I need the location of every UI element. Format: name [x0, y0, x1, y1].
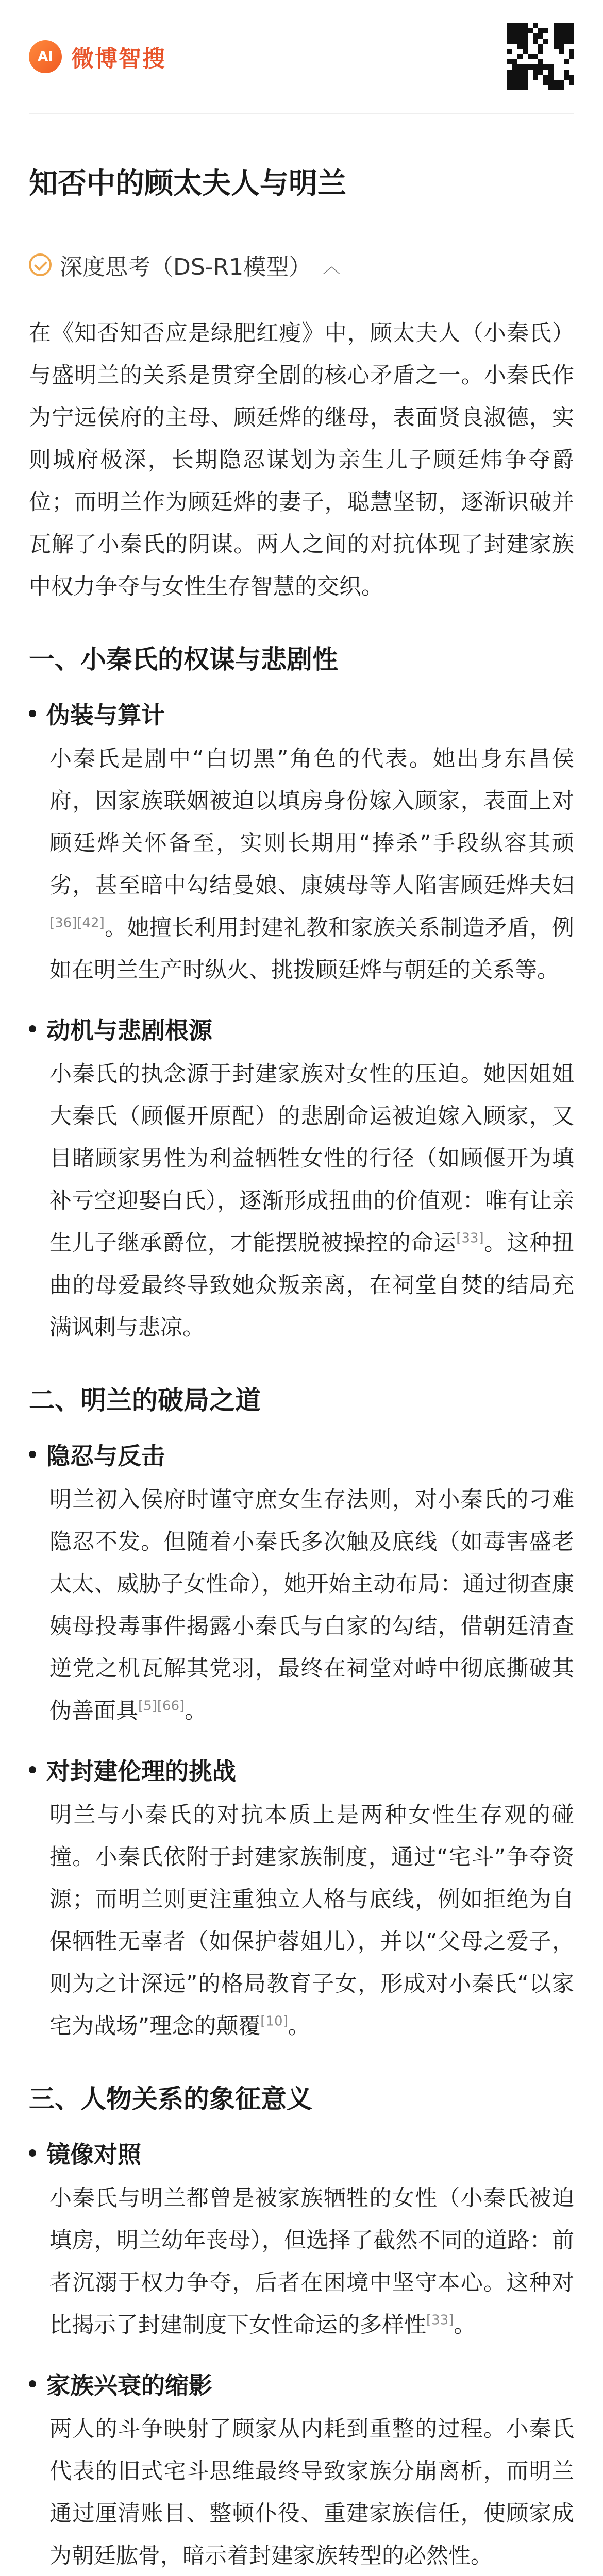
qr-cell	[554, 64, 559, 70]
qr-cell	[517, 44, 523, 49]
qr-cell	[548, 85, 554, 90]
subsection-title-text: 家族兴衰的缩影	[46, 2371, 212, 2399]
qr-cell	[528, 80, 533, 85]
bullet-dot-icon	[29, 1766, 36, 1773]
qr-cell	[543, 85, 548, 90]
qr-cell	[569, 64, 574, 70]
qr-cell	[548, 49, 554, 54]
bullet-dot-icon	[29, 710, 36, 717]
qr-cell	[507, 70, 512, 75]
subsection-title-text: 伪装与算计	[46, 701, 165, 729]
chevron-up-icon: ︿	[323, 256, 341, 277]
qr-cell	[533, 33, 538, 39]
bullet-dot-icon	[29, 2380, 36, 2387]
qr-cell	[543, 49, 548, 54]
paragraph-text: 明兰初入侯府时谨守庶女生存法则，对小秦氏的刁难隐忍不发。但随着小秦氏多次触及底线（如毒害盛老太太、威胁子女性命），她开始主动布局：通过彻查康姨母投毒事件揭露小秦氏与白家的勾结，借朝廷清查逆党之机瓦解其党羽，最终在祠堂对峙中彻底撕破其伪善面具	[49, 1487, 574, 1724]
qr-cell	[512, 39, 517, 44]
qr-cell	[538, 85, 543, 90]
paragraph-text-tail: 。这种扭曲的母爱最终导致她众叛亲离，在祠堂自焚的结局充满讽刺与悲凉。	[49, 1230, 575, 1341]
qr-cell	[569, 75, 574, 80]
qr-cell	[564, 70, 569, 75]
subsection-title-text: 动机与悲剧根源	[46, 1016, 212, 1044]
qr-cell	[507, 28, 512, 33]
citation-link[interactable]: [33]	[456, 1230, 484, 1246]
qr-cell	[569, 70, 574, 75]
paragraph-text: 两人的斗争映射了顾家从内耗到重整的过程。小秦氏代表的旧式宅斗思维最终导致家族分崩离析，而明兰通过厘清账目、整顿仆役、重建家族信任，使顾家成为朝廷肱骨，暗示着封建家族转型的必然性。	[49, 2416, 574, 2569]
qr-cell	[554, 44, 559, 49]
qr-cell	[543, 54, 548, 59]
qr-cell	[548, 23, 554, 28]
section-title: 一、小秦氏的权谋与悲剧性	[29, 645, 338, 674]
qr-cell	[523, 59, 528, 64]
qr-cell	[533, 49, 538, 54]
qr-cell	[559, 33, 564, 39]
subsection-title	[29, 1753, 574, 1787]
qr-cell	[523, 70, 528, 75]
qr-cell	[548, 39, 554, 44]
qr-cell	[564, 49, 569, 54]
qr-cell	[528, 85, 533, 90]
qr-cell	[548, 70, 554, 75]
deep-think-label: 深度思考（DS-R1模型）	[60, 254, 312, 280]
qr-cell	[569, 44, 574, 49]
qr-cell	[533, 85, 538, 90]
qr-cell	[528, 70, 533, 75]
qr-cell	[543, 33, 548, 39]
qr-cell	[507, 59, 512, 64]
qr-cell	[569, 49, 574, 54]
qr-cell	[538, 70, 543, 75]
qr-cell	[543, 44, 548, 49]
qr-cell	[523, 44, 528, 49]
qr-cell	[512, 85, 517, 90]
qr-cell	[564, 28, 569, 33]
qr-cell	[564, 39, 569, 44]
intro-paragraph: 在《知否知否应是绿肥红瘦》中，顾太夫人（小秦氏）与盛明兰的关系是贯穿全剧的核心矛盾之一。小秦氏作为宁远侯府的主母、顾廷烨的继母，表面贤良淑德，实则城府极深，长期隐忍谋划为亲生儿子顾廷炜争夺爵位；而明兰作为顾廷烨的妻子，聪慧坚韧，逐渐识破并瓦解了小秦氏的阴谋。两人之间的对抗体现了封建家族中权力争夺与女性生存智慧的交织。	[29, 320, 574, 600]
qr-cell	[533, 28, 538, 33]
qr-cell	[523, 85, 528, 90]
qr-cell	[528, 44, 533, 49]
qr-cell	[538, 75, 543, 80]
qr-cell	[569, 39, 574, 44]
qr-cell	[512, 70, 517, 75]
qr-cell	[554, 33, 559, 39]
qr-cell	[512, 75, 517, 80]
qr-cell	[559, 39, 564, 44]
qr-cell	[507, 80, 512, 85]
qr-cell	[512, 44, 517, 49]
qr-cell	[533, 54, 538, 59]
bullet-dot-icon	[29, 1451, 36, 1458]
qr-cell	[569, 85, 574, 90]
qr-cell	[538, 80, 543, 85]
qr-cell	[569, 28, 574, 33]
qr-cell	[548, 80, 554, 85]
qr-cell	[507, 49, 512, 54]
paragraph-text: 小秦氏与明兰都曾是被家族牺牲的女性（小秦氏被迫填房，明兰幼年丧母），但选择了截然不同的道路：前者沉溺于权力争夺，后者在困境中坚守本心。这种对比揭示了封建制度下女性命运的多样性	[49, 2185, 574, 2338]
subsection-title	[29, 697, 574, 731]
qr-cell	[548, 54, 554, 59]
qr-cell	[569, 54, 574, 59]
qr-cell	[523, 75, 528, 80]
qr-cell	[533, 75, 538, 80]
qr-cell	[528, 64, 533, 70]
qr-cell	[523, 33, 528, 39]
qr-cell	[554, 28, 559, 33]
qr-cell	[523, 23, 528, 28]
qr-cell	[533, 44, 538, 49]
qr-cell	[554, 75, 559, 80]
qr-cell	[523, 64, 528, 70]
subsection-title-text: 对封建伦理的挑战	[46, 1757, 236, 1785]
qr-cell	[528, 49, 533, 54]
brand-name: 微博智搜	[71, 46, 166, 72]
qr-cell	[517, 80, 523, 85]
qr-cell	[548, 64, 554, 70]
citation-link[interactable]: [10]	[260, 2013, 288, 2029]
section-title: 二、明兰的破局之道	[29, 1385, 261, 1415]
qr-cell	[533, 64, 538, 70]
subsection-title	[29, 1437, 574, 1471]
qr-cell	[564, 85, 569, 90]
qr-cell	[538, 33, 543, 39]
qr-cell	[528, 54, 533, 59]
qr-cell	[538, 28, 543, 33]
qr-cell	[559, 70, 564, 75]
qr-cell	[543, 39, 548, 44]
qr-cell	[559, 80, 564, 85]
qr-cell	[538, 54, 543, 59]
qr-cell	[533, 80, 538, 85]
qr-cell	[559, 85, 564, 90]
qr-cell	[517, 28, 523, 33]
qr-cell	[528, 33, 533, 39]
qr-cell	[538, 49, 543, 54]
qr-cell	[564, 54, 569, 59]
qr-cell	[569, 23, 574, 28]
subsection-paragraph	[29, 738, 574, 991]
qr-cell	[512, 49, 517, 54]
qr-cell	[564, 44, 569, 49]
qr-cell	[559, 23, 564, 28]
qr-cell	[517, 75, 523, 80]
qr-cell	[548, 75, 554, 80]
qr-cell	[517, 39, 523, 44]
qr-cell	[512, 64, 517, 70]
qr-cell	[528, 28, 533, 33]
paragraph-text-tail: 。她擅长利用封建礼教和家族关系制造矛盾，例如在明兰生产时纵火、挑拨顾廷烨与朝廷的关系等。	[49, 915, 574, 983]
citation-link[interactable]: [33]	[426, 2312, 454, 2328]
qr-cell	[507, 33, 512, 39]
subsection-title	[29, 1012, 574, 1046]
qr-cell	[564, 33, 569, 39]
qr-cell	[517, 33, 523, 39]
subsection-paragraph	[29, 2408, 574, 2576]
qr-cell	[538, 39, 543, 44]
qr-cell	[554, 85, 559, 90]
qr-cell	[543, 75, 548, 80]
qr-cell	[554, 54, 559, 59]
qr-cell	[548, 59, 554, 64]
qr-cell	[507, 75, 512, 80]
qr-cell	[517, 23, 523, 28]
deep-think-toggle[interactable]	[29, 248, 574, 281]
qr-cell	[507, 44, 512, 49]
qr-code-icon	[507, 23, 574, 90]
ai-logo-icon: AI	[29, 40, 62, 73]
qr-cell	[512, 23, 517, 28]
subsection-title-text: 镜像对照	[46, 2141, 141, 2168]
qr-cell	[554, 59, 559, 64]
paragraph-text-tail: 。	[454, 2312, 476, 2338]
citation-link[interactable]: [36][42]	[49, 915, 105, 931]
qr-cell	[528, 39, 533, 44]
qr-cell	[512, 28, 517, 33]
qr-cell	[528, 75, 533, 80]
qr-cell	[507, 64, 512, 70]
paragraph-text-tail: 。	[185, 1698, 207, 1724]
qr-cell	[517, 59, 523, 64]
qr-cell	[523, 28, 528, 33]
qr-cell	[559, 75, 564, 80]
qr-cell	[554, 23, 559, 28]
subsection-title	[29, 2367, 574, 2401]
qr-cell	[554, 39, 559, 44]
header	[29, 0, 574, 113]
qr-cell	[533, 23, 538, 28]
qr-cell	[554, 49, 559, 54]
qr-cell	[559, 28, 564, 33]
section-title: 三、人物关系的象征意义	[29, 2084, 312, 2114]
qr-cell	[543, 80, 548, 85]
subsection-paragraph	[29, 1794, 574, 2047]
qr-cell	[523, 54, 528, 59]
brand[interactable]	[29, 40, 166, 73]
qr-cell	[559, 54, 564, 59]
qr-cell	[559, 59, 564, 64]
qr-cell	[512, 54, 517, 59]
qr-cell	[533, 70, 538, 75]
qr-cell	[507, 23, 512, 28]
qr-cell	[543, 64, 548, 70]
qr-cell	[523, 49, 528, 54]
qr-cell	[564, 75, 569, 80]
subsection-title-text: 隐忍与反击	[46, 1442, 165, 1470]
qr-cell	[569, 59, 574, 64]
qr-cell	[517, 64, 523, 70]
bullet-dot-icon	[29, 1025, 36, 1032]
bullet-dot-icon	[29, 2149, 36, 2157]
qr-cell	[507, 85, 512, 90]
qr-cell	[569, 80, 574, 85]
qr-cell	[517, 54, 523, 59]
qr-cell	[543, 28, 548, 33]
citation-link[interactable]: [5][66]	[138, 1698, 185, 1714]
qr-cell	[543, 23, 548, 28]
qr-cell	[559, 64, 564, 70]
qr-cell	[559, 49, 564, 54]
qr-cell	[528, 23, 533, 28]
subsection-title	[29, 2136, 574, 2170]
qr-cell	[533, 39, 538, 44]
qr-cell	[523, 39, 528, 44]
subsection-paragraph	[29, 1053, 574, 1349]
qr-cell	[548, 44, 554, 49]
qr-cell	[554, 70, 559, 75]
qr-cell	[559, 44, 564, 49]
qr-cell	[543, 59, 548, 64]
qr-cell	[554, 80, 559, 85]
paragraph-text: 小秦氏是剧中“白切黑”角色的代表。她出身东昌侯府，因家族联姻被迫以填房身份嫁入顾家，表面上对顾廷烨关怀备至，实则长期用“捧杀”手段纵容其顽劣，甚至暗中勾结曼娘、康姨母等人陷害顾廷烨夫妇	[49, 746, 574, 899]
qr-cell	[517, 49, 523, 54]
qr-cell	[564, 80, 569, 85]
answer-sections	[29, 639, 574, 2576]
subsection-paragraph	[29, 2177, 574, 2346]
qr-cell	[533, 59, 538, 64]
qr-cell	[543, 70, 548, 75]
page-title: 知否中的顾太夫人与明兰	[29, 167, 346, 200]
qr-cell	[512, 33, 517, 39]
qr-cell	[528, 59, 533, 64]
paragraph-text: 小秦氏的执念源于封建家族对女性的压迫。她因姐姐大秦氏（顾偃开原配）的悲剧命运被迫嫁入顾家，又目睹顾家男性为利益牺牲女性的行径（如顾偃开为填补亏空迎娶白氏），逐渐形成扭曲的价值观：唯有让亲生儿子继承爵位，才能摆脱被操控的命运	[49, 1061, 574, 1256]
qr-cell	[538, 44, 543, 49]
paragraph-text-tail: 。	[288, 2013, 310, 2039]
qr-cell	[564, 59, 569, 64]
qr-cell	[538, 64, 543, 70]
qr-cell	[564, 23, 569, 28]
paragraph-text: 明兰与小秦氏的对抗本质上是两种女性生存观的碰撞。小秦氏依附于封建家族制度，通过“宅斗”争夺资源；而明兰则更注重独立人格与底线，例如拒绝为自保牺牲无辜者（如保护蓉姐儿），并以“父母之爱子，则为之计深远”的格局教育子女，形成对小秦氏“以家宅为战场”理念的颠覆	[49, 1802, 574, 2039]
check-circle-icon	[29, 253, 52, 276]
qr-cell	[507, 54, 512, 59]
qr-cell	[569, 33, 574, 39]
qr-cell	[523, 80, 528, 85]
qr-cell	[517, 85, 523, 90]
qr-cell	[548, 33, 554, 39]
subsection-paragraph	[29, 1479, 574, 1732]
qr-cell	[512, 80, 517, 85]
qr-cell	[548, 28, 554, 33]
qr-cell	[512, 59, 517, 64]
qr-cell	[564, 64, 569, 70]
qr-cell	[507, 39, 512, 44]
qr-cell	[538, 23, 543, 28]
qr-cell	[517, 70, 523, 75]
qr-cell	[538, 59, 543, 64]
